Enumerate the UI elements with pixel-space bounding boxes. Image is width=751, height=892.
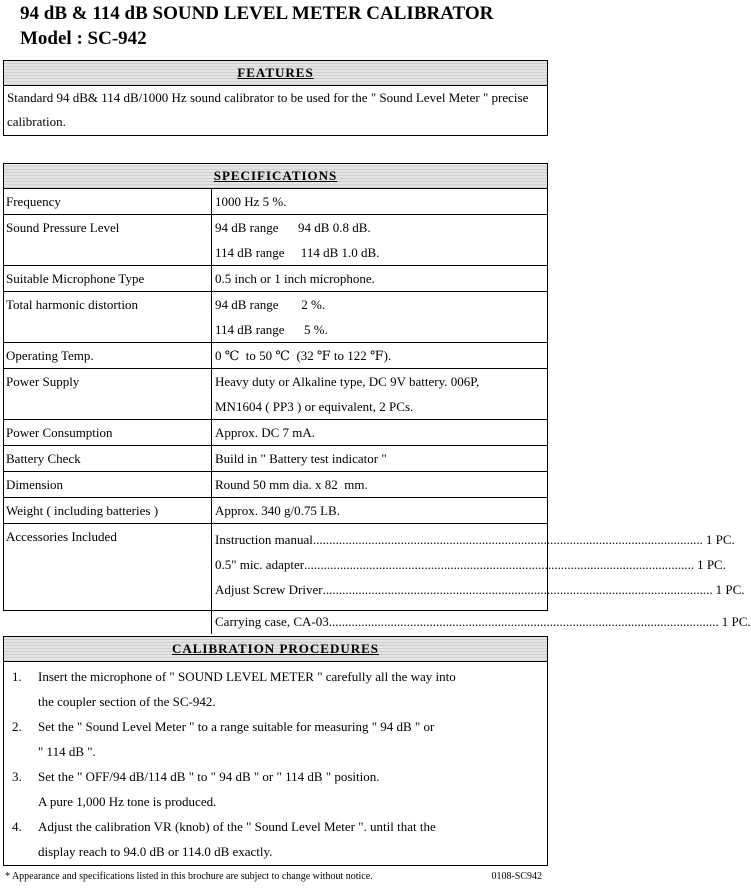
spec-row (4, 292, 547, 343)
spec-value-line: MN1604 ( PP3 ) or equivalent, 2 PCs. (215, 399, 414, 414)
step-text (38, 814, 547, 864)
calibration-step (4, 714, 547, 764)
specifications-section (3, 163, 751, 629)
spec-label: Sound Pressure Level (4, 215, 212, 266)
step-line: Insert the microphone of " SOUND LEVEL METER " carefully all the way into (38, 669, 456, 684)
calibration-section (3, 636, 548, 866)
step-number: 1. (12, 669, 22, 684)
spec-row (4, 215, 547, 266)
spec-row (4, 369, 547, 420)
spec-label: Dimension (4, 472, 212, 498)
accessory-item (215, 609, 751, 634)
spec-value (212, 189, 548, 215)
step-number: 2. (12, 719, 22, 734)
specifications-table (4, 189, 751, 634)
spec-value (212, 498, 548, 524)
dot-leader: ........................................................................................................................ (322, 582, 713, 597)
accessory-qty: 1 PC. (721, 614, 751, 629)
features-section (3, 60, 548, 136)
accessory-name: 0.5" mic. adapter (215, 557, 305, 572)
spec-value-line: 0.5 inch or 1 inch microphone. (215, 271, 375, 286)
spec-value (212, 292, 548, 343)
calibration-step (4, 814, 547, 864)
spec-value (212, 215, 548, 266)
spec-value (212, 472, 548, 498)
step-line: Adjust the calibration VR (knob) of the " Sound Level Meter ". until that the (38, 819, 436, 834)
spec-value-line: 0 ℃ to 50 ℃ (32 ℉ to 122 ℉). (215, 348, 392, 363)
spec-label: Accessories Included (4, 524, 212, 635)
spec-label: Total harmonic distortion (4, 292, 212, 343)
spec-value-line: 94 dB range 94 dB 0.8 dB. (215, 220, 371, 235)
spec-row (4, 446, 547, 472)
step-line: Set the " Sound Level Meter " to a range suitable for measuring " 94 dB " or (38, 719, 435, 734)
step-line: A pure 1,000 Hz tone is produced. (38, 794, 217, 809)
spec-label: Suitable Microphone Type (4, 266, 212, 292)
spec-value-line: 1000 Hz 5 %. (215, 194, 287, 209)
spec-value (212, 266, 548, 292)
spec-label: Power Consumption (4, 420, 212, 446)
spec-value-line: Heavy duty or Alkaline type, DC 9V battery. 006P, (215, 374, 480, 389)
step-text (38, 664, 547, 714)
spec-value-line: Approx. 340 g/0.75 LB. (215, 503, 340, 518)
step-line: Set the " OFF/94 dB/114 dB " to " 94 dB " or " 114 dB " position. (38, 769, 380, 784)
spec-value-line: 94 dB range 2 %. (215, 297, 326, 312)
dot-leader: ........................................................................................................................ (328, 614, 719, 629)
accessory-name: Adjust Screw Driver (215, 582, 323, 597)
features-heading: FEATURES (4, 61, 547, 86)
features-text: Standard 94 dB& 114 dB/1000 Hz sound calibrator to be used for the " Sound Level Meter " precise calibration. (7, 90, 529, 129)
spec-value (212, 369, 548, 420)
accessory-qty: 1 PC. (697, 557, 726, 572)
step-number: 3. (12, 769, 22, 784)
spec-value-line: Build in " Battery test indicator " (215, 451, 387, 466)
model-title: Model : SC-942 (20, 28, 147, 49)
spec-value-line: Approx. DC 7 mA. (215, 425, 316, 440)
accessory-item (215, 552, 726, 577)
spec-value-line: 114 dB range 5 %. (215, 322, 328, 337)
step-line: " 114 dB ". (38, 744, 96, 759)
accessory-item (215, 577, 745, 602)
spec-label: Battery Check (4, 446, 212, 472)
spec-value-line: 114 dB range 114 dB 1.0 dB. (215, 245, 380, 260)
accessory-qty: 1 PC. (705, 532, 735, 547)
accessory-item (215, 527, 735, 552)
step-line: display reach to 94.0 dB or 114.0 dB exactly. (38, 844, 273, 859)
document-code: 0108-SC942 (491, 871, 542, 882)
spec-row (4, 266, 547, 292)
spec-label: Power Supply (4, 369, 212, 420)
dot-leader: ........................................................................................................................ (312, 532, 703, 547)
accessory-name: Instruction manual (215, 532, 313, 547)
spec-value (212, 446, 548, 472)
spec-value (212, 420, 548, 446)
calibration-heading: CALIBRATION PROCEDURES (4, 637, 547, 662)
spec-row (4, 472, 547, 498)
calibration-step (4, 664, 547, 714)
spec-row (4, 420, 547, 446)
spec-row (4, 189, 547, 215)
step-number: 4. (12, 819, 22, 834)
spec-value (212, 343, 548, 369)
step-text (38, 714, 547, 764)
spec-label: Weight ( including batteries ) (4, 498, 212, 524)
dot-leader: ........................................................................................................................ (304, 557, 695, 572)
spec-label: Frequency (4, 189, 212, 215)
spec-label: Operating Temp. (4, 343, 212, 369)
footnote: * Appearance and specifications listed in this brochure are subject to change without notice. (5, 871, 373, 882)
step-line: the coupler section of the SC-942. (38, 694, 216, 709)
calibration-steps (4, 662, 547, 864)
calibration-step (4, 764, 547, 814)
specifications-heading: SPECIFICATIONS (4, 164, 547, 189)
spec-row (4, 343, 547, 369)
document-title: 94 dB & 114 dB SOUND LEVEL METER CALIBRATOR (20, 3, 494, 24)
accessory-qty: 1 PC. (715, 582, 745, 597)
spec-row (4, 498, 547, 524)
accessory-name: Carrying case, CA-03 (215, 614, 329, 629)
accessories-list (212, 524, 751, 635)
spec-value-line: Round 50 mm dia. x 82 mm. (215, 477, 368, 492)
spec-row-accessories (4, 524, 547, 635)
step-text (38, 764, 547, 814)
